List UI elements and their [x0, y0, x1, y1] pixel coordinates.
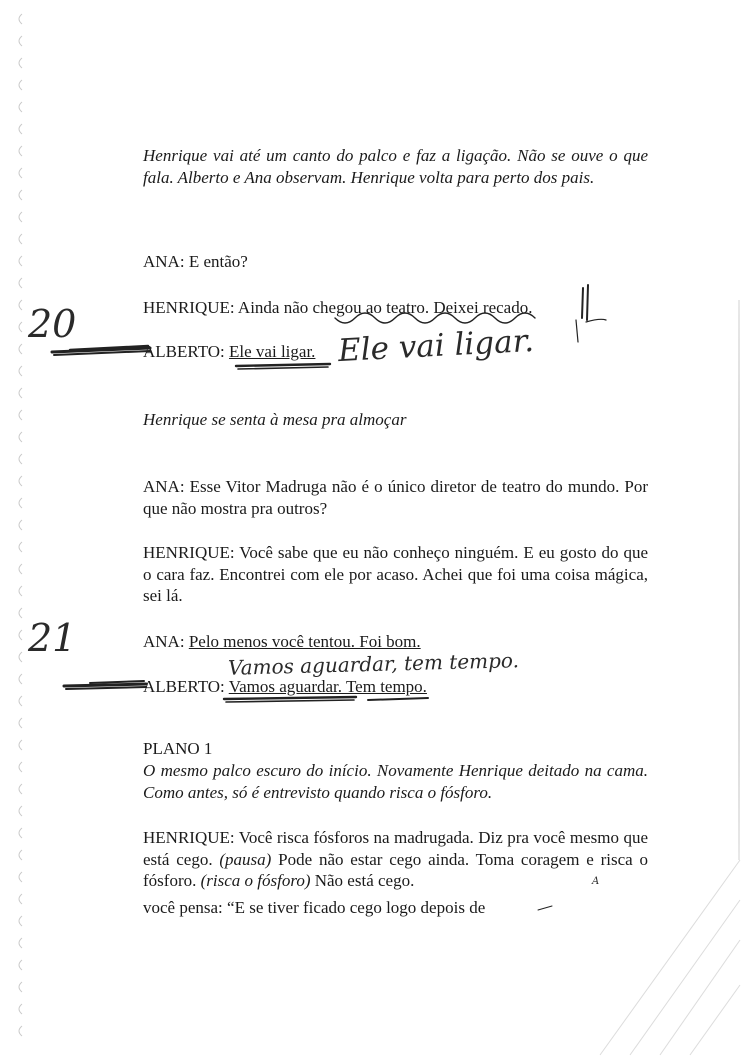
speaker-label: ANA: [143, 252, 185, 271]
speaker-label: HENRIQUE: [143, 298, 235, 317]
stage-direction-3: O mesmo palco escuro do início. Novamente Henrique deitado na cama. Como antes, só é entrevisto quando risca o fósforo. [143, 761, 648, 802]
speech-text-underlined: Vamos aguardar. Tem tempo. [228, 677, 427, 696]
speech-text: Você sabe que eu não conheço ninguém. E eu gosto do que o cara faz. Encontrei com ele por acaso. Achei que foi uma coisa mágica, sei lá. [143, 543, 648, 605]
speech-part-4: (risca o fósforo) [200, 871, 311, 890]
speaker-label: ALBERTO: [143, 342, 225, 361]
margin-number-20: 20 [28, 302, 77, 346]
speaker-label: ANA: [143, 632, 185, 651]
speech-part-1: Você risca fósforos na madrugada. Diz pra você mesmo que está cego. [143, 828, 648, 869]
plano-heading: PLANO 1 [143, 739, 213, 758]
speaker-label: ALBERTO: [143, 677, 225, 696]
handwritten-note-1: Ele vai ligar. [337, 322, 535, 370]
speech-text-underlined: Ele vai ligar. [229, 342, 316, 361]
speaker-label: HENRIQUE: [143, 543, 235, 562]
speech-part-2: (pausa) [219, 849, 272, 869]
speech-part-5: Não está cego. [310, 871, 415, 890]
margin-number-21: 21 [28, 616, 77, 660]
speech-text: E então? [188, 252, 248, 271]
speech-part-3: Pode não estar cego ainda. Toma coragem e risca o fósforo. [143, 849, 648, 890]
speech-text: Esse Vitor Madruga não é o único diretor de teatro do mundo. Por que não mostra pra outros? [143, 477, 649, 518]
speech-text-underlined: Pelo menos você tentou. Foi bom. [188, 632, 421, 651]
handwritten-note-2: Vamos aguardar, tem tempo. [227, 648, 520, 680]
dialogue-line-henrique-3-end: você pensa: “E se tiver ficado cego logo depois de [143, 898, 486, 917]
stage-direction-2: Henrique se senta à mesa pra almoçar [143, 410, 407, 429]
speech-text: Ainda não chegou ao teatro. Deixei recado. [237, 298, 533, 317]
insert-mark: A [592, 876, 600, 887]
stage-direction-1: Henrique vai até um canto do palco e faz a ligação. Não se ouve o que fala. Alberto e Ana observam. Henrique volta para perto dos pais. [143, 146, 648, 187]
speaker-label: ANA: [143, 477, 185, 496]
speaker-label: HENRIQUE: [143, 828, 235, 847]
